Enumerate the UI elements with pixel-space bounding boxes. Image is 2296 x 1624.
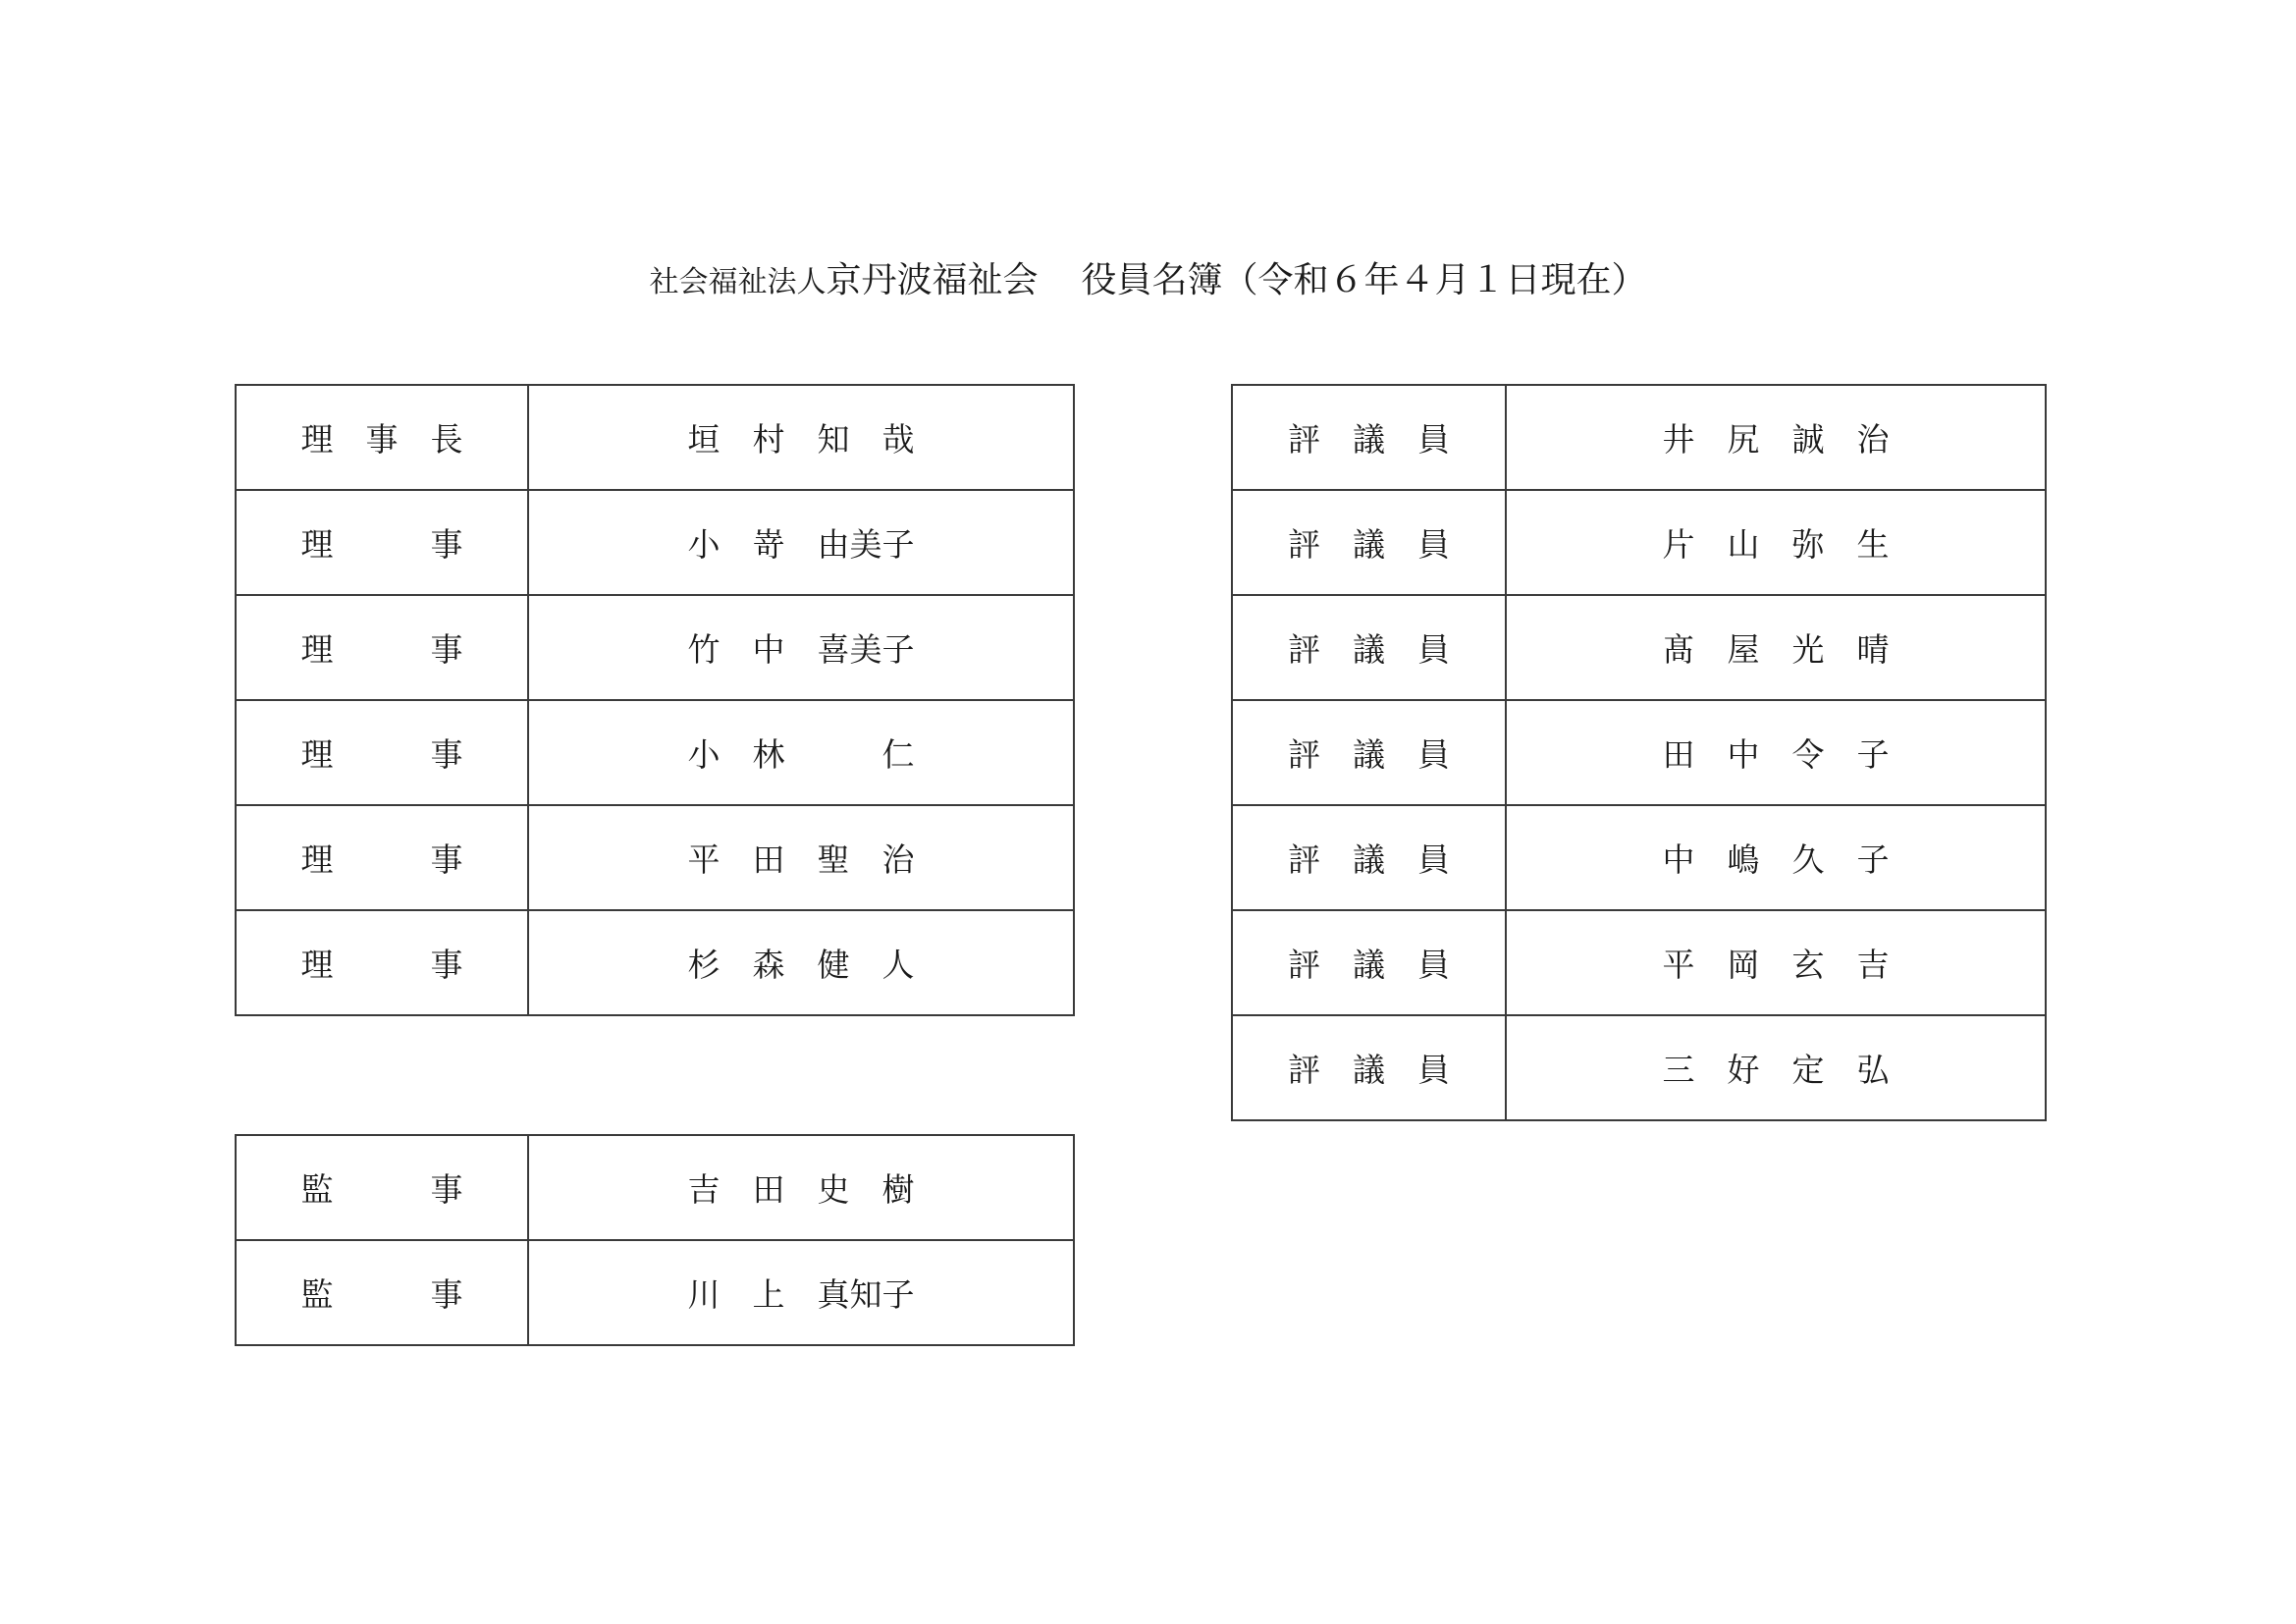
role-cell: 理 事 長 [236,385,528,490]
role-cell: 評 議 員 [1232,595,1506,700]
role-cell: 評 議 員 [1232,805,1506,910]
name-cell: 小 嵜 由美子 [528,490,1074,595]
role-cell: 監 事 [236,1240,528,1345]
title-prefix: 社会福祉法人 [649,265,827,299]
name-cell: 小 林 仁 [528,700,1074,805]
name-cell: 中 嶋 久 子 [1506,805,2046,910]
table-row [236,910,1074,1015]
table-row [236,805,1074,910]
table-row [236,1240,1074,1345]
title-text: 役員名簿（令和６年４月１日現在） [1081,260,1647,300]
role-cell: 理 事 [236,805,528,910]
role-cell: 評 議 員 [1232,385,1506,490]
name-cell: 竹 中 喜美子 [528,595,1074,700]
name-cell: 三 好 定 弘 [1506,1015,2046,1120]
role-cell: 理 事 [236,595,528,700]
role-cell: 評 議 員 [1232,1015,1506,1120]
name-cell: 杉 森 健 人 [528,910,1074,1015]
name-cell: 垣 村 知 哉 [528,385,1074,490]
role-cell: 監 事 [236,1135,528,1240]
directors-table [235,384,1075,1016]
name-cell: 井 尻 誠 治 [1506,385,2046,490]
page-title [0,257,2296,306]
table-row [1232,490,2046,595]
name-cell: 吉 田 史 樹 [528,1135,1074,1240]
name-cell: 田 中 令 子 [1506,700,2046,805]
name-cell: 平 岡 玄 吉 [1506,910,2046,1015]
table-row [1232,910,2046,1015]
table-row [1232,700,2046,805]
table-row [236,385,1074,490]
name-cell: 川 上 真知子 [528,1240,1074,1345]
table-row [1232,1015,2046,1120]
role-cell: 理 事 [236,700,528,805]
table-row [236,595,1074,700]
councilors-table [1231,384,2047,1121]
name-cell: 髙 屋 光 晴 [1506,595,2046,700]
table-row [1232,385,2046,490]
table-row [236,1135,1074,1240]
role-cell: 評 議 員 [1232,490,1506,595]
role-cell: 評 議 員 [1232,910,1506,1015]
auditors-table [235,1134,1075,1346]
name-cell: 片 山 弥 生 [1506,490,2046,595]
table-row [1232,805,2046,910]
table-row [236,700,1074,805]
role-cell: 評 議 員 [1232,700,1506,805]
table-row [236,490,1074,595]
role-cell: 理 事 [236,910,528,1015]
role-cell: 理 事 [236,490,528,595]
name-cell: 平 田 聖 治 [528,805,1074,910]
title-org: 京丹波福祉会 [826,260,1039,300]
table-row [1232,595,2046,700]
